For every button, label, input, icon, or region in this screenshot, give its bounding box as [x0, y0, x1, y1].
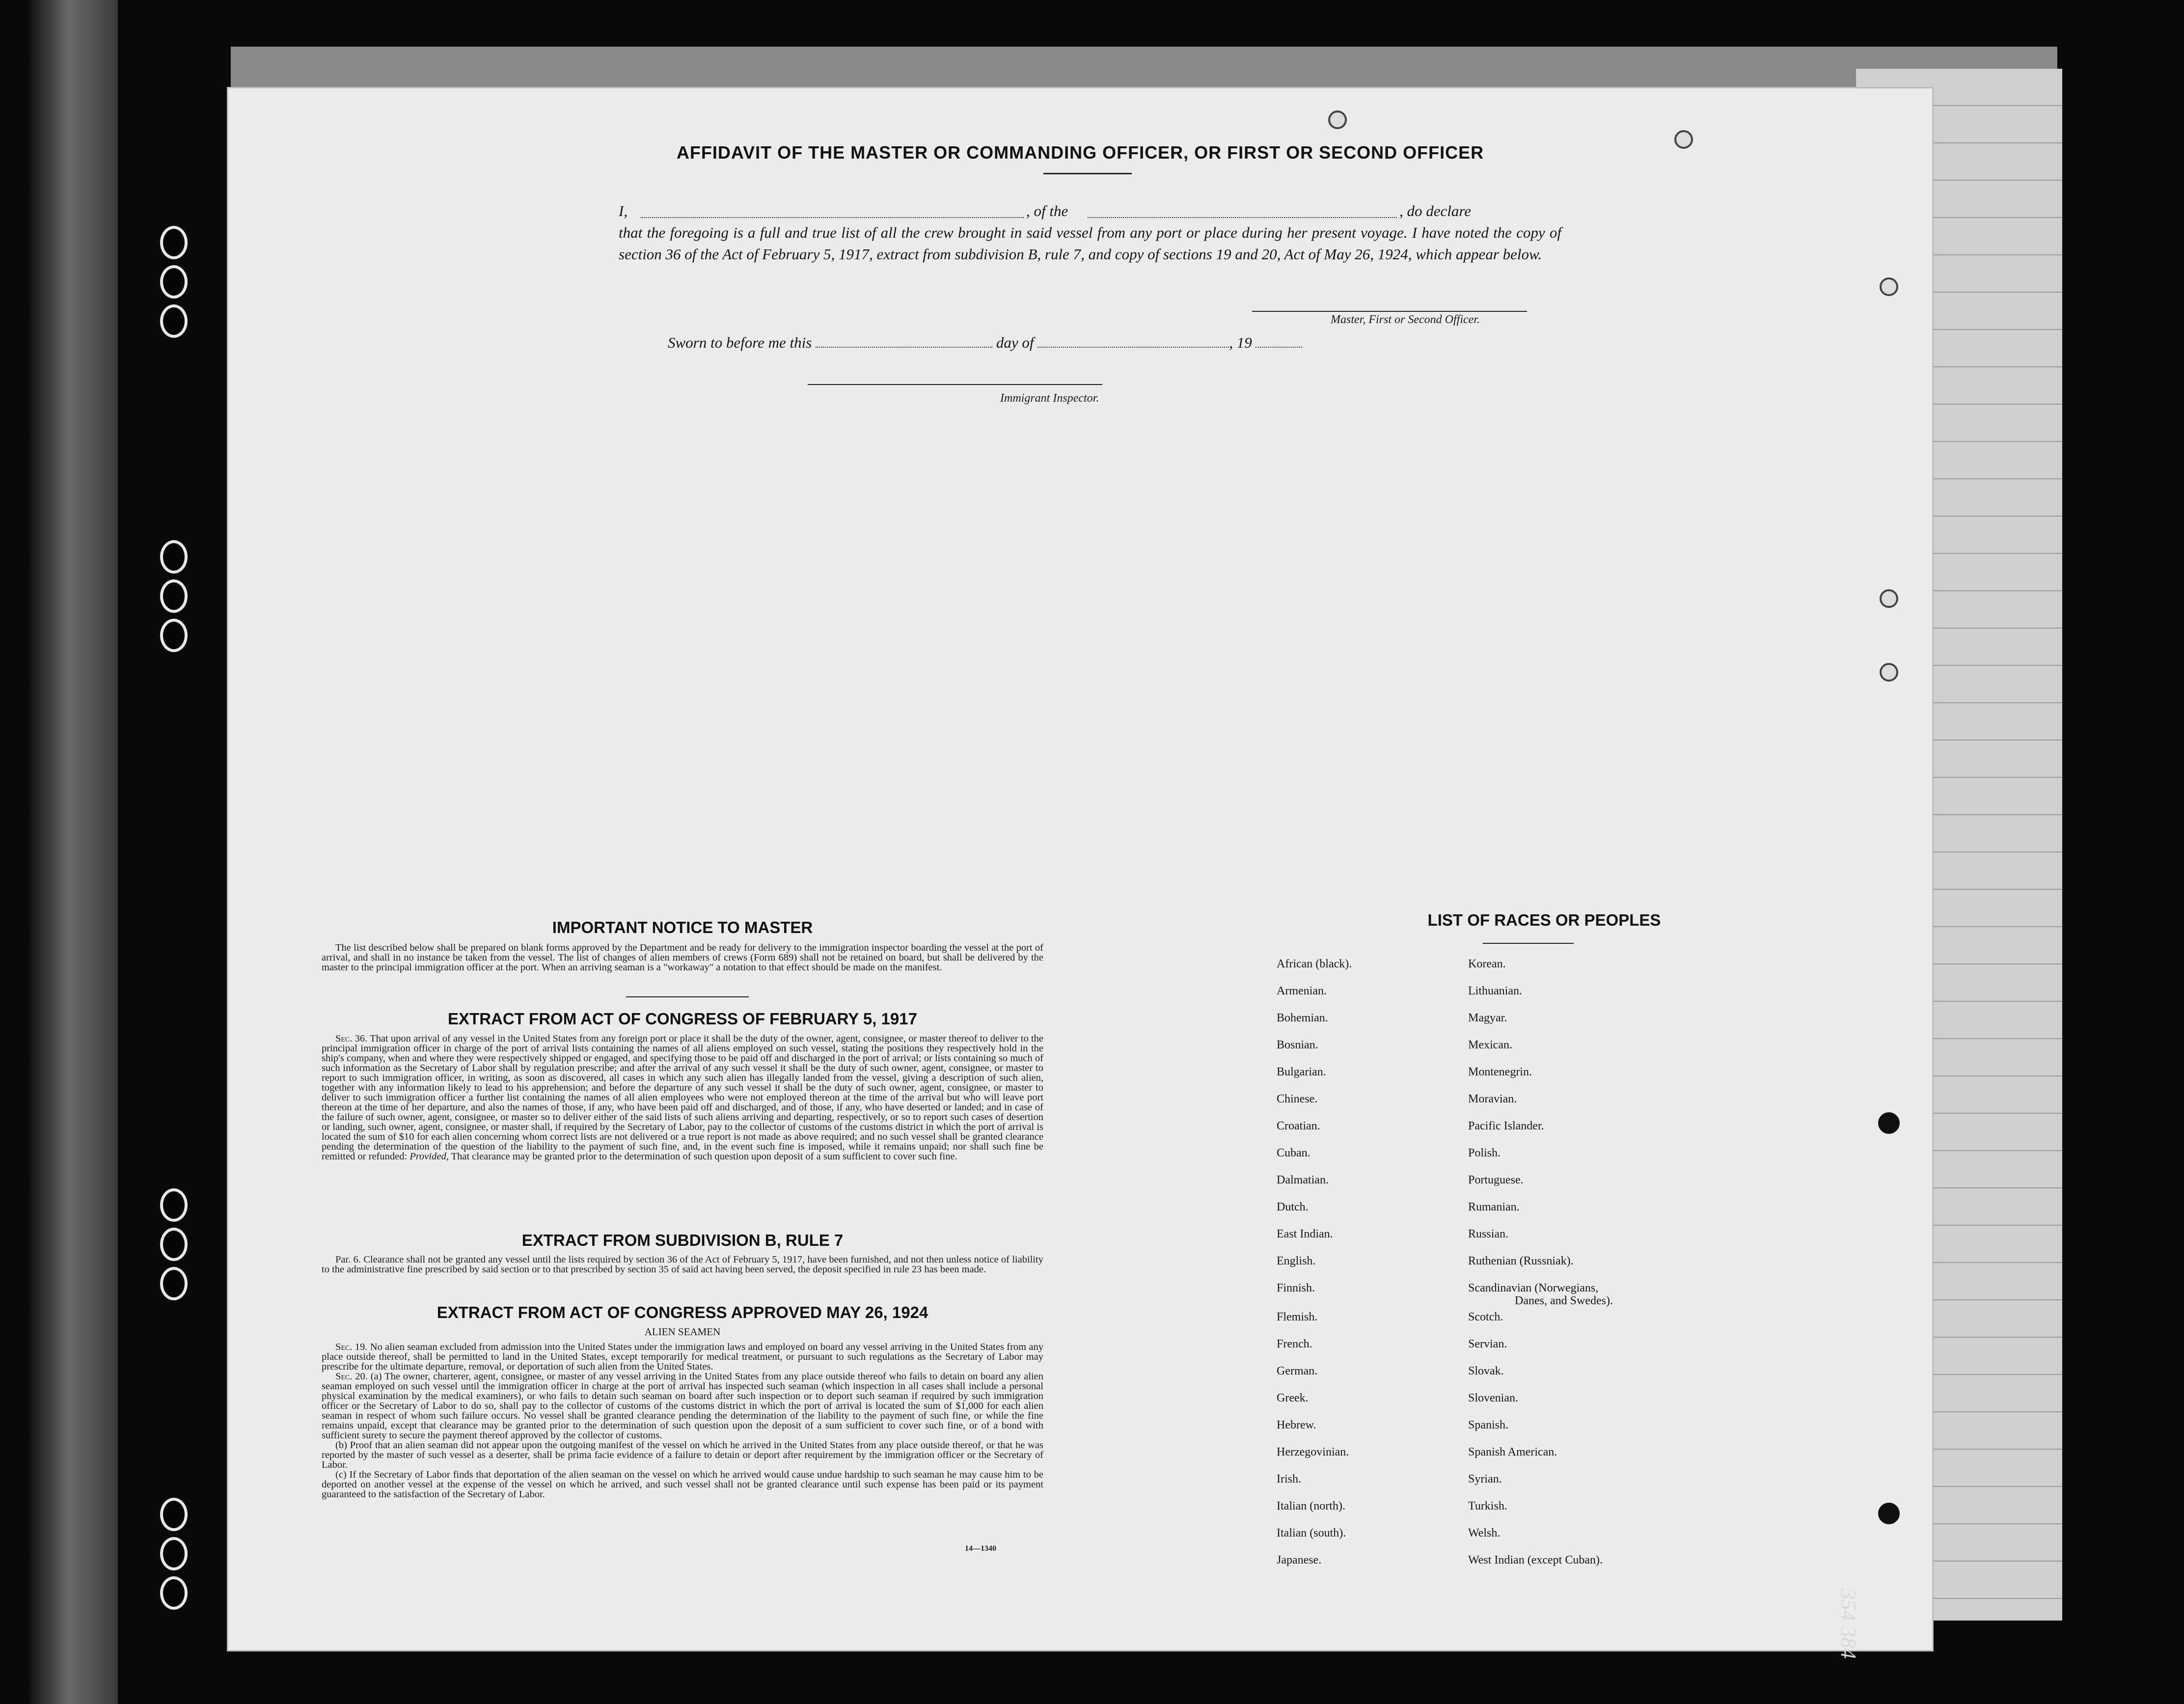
sec-20a-text: (a) The owner, charterer, agent, consignee, or master of any vessel arriving in the United States from any place outside thereof who fails to detain on board any alien seaman employed on such vessel until the immigration officer in charge at the port of arrival has inspected such seaman (which inspection in all cases shall include a personal physical examination by the medical examiners), or who fails to detain such seaman on board after such inspection or to deport such seaman if required by such immigration officer or the Secretary of Labor to do so, shall pay to the collector of customs of the customs district in which the port of arrival is located the sum of $1,000 for each alien seaman in respect of whom such failure occurs. No vessel shall be granted clearance pending the determination of the liability to the payment of such fine, or while the fine remains unpaid, except that clearance may be granted prior to the determination of such question upon the deposit of a sum sufficient to cover such fine, or of a bond with sufficient surety to secure the payment thereof approved by the collector of customs.	[322, 1371, 1044, 1441]
rule-7-text	[322, 1255, 1043, 1274]
race-item: Lithuanian.	[1468, 985, 1522, 997]
declaration-i: I,	[619, 202, 628, 220]
binder-hole	[160, 1576, 188, 1610]
binder-hole	[160, 1267, 188, 1300]
race-item: Servian.	[1468, 1338, 1507, 1350]
inspector-label: Immigrant Inspector.	[1000, 392, 1099, 405]
punch-hole	[1878, 1112, 1900, 1134]
race-item: Montenegrin.	[1468, 1066, 1532, 1078]
notice-title: IMPORTANT NOTICE TO MASTER	[552, 918, 813, 936]
signature-line	[1252, 311, 1527, 312]
race-item: Bohemian.	[1277, 1012, 1328, 1024]
binder-hole	[160, 1228, 188, 1261]
name-blank	[641, 217, 1024, 218]
binder-hole	[160, 619, 188, 652]
race-item: Slovenian.	[1468, 1392, 1518, 1404]
day-blank	[816, 347, 992, 348]
race-item: Italian (north).	[1277, 1500, 1345, 1512]
divider	[1043, 173, 1132, 174]
race-item: Pacific Islander.	[1468, 1120, 1544, 1132]
race-item: Italian (south).	[1277, 1527, 1346, 1539]
race-item: Spanish American.	[1468, 1446, 1557, 1458]
race-item: West Indian (except Cuban).	[1468, 1554, 1603, 1567]
sec-20-label: Sec. 20.	[335, 1371, 368, 1382]
extract-1917-title: EXTRACT FROM ACT OF CONGRESS OF FEBRUARY 5, 1917	[448, 1010, 917, 1028]
sec-36-label: Sec. 36.	[335, 1033, 368, 1044]
sworn-year: , 19	[1229, 334, 1252, 351]
binder-hole	[160, 579, 188, 613]
notice-text	[322, 943, 1043, 972]
rule-7-title: EXTRACT FROM SUBDIVISION B, RULE 7	[521, 1231, 844, 1249]
race-item: Russian.	[1468, 1228, 1509, 1240]
race-item: Croatian.	[1277, 1120, 1320, 1132]
sec-19-text: No alien seaman excluded from admission into the United States under the immigration laws and employed on board any vessel arriving in the United States from any place outside thereof, shall be permitted to land in the United States, except temporarily for medical treatment, or pursuant to such regulations as the Secretary of Labor may prescribe for the ultimate departure, removal, or deportation of such alien from the United States.	[322, 1342, 1044, 1372]
race-item: Slovak.	[1468, 1365, 1504, 1377]
race-item: Polish.	[1468, 1147, 1501, 1159]
binder-hole	[160, 1498, 188, 1531]
race-item-continuation: Danes, and Swedes).	[1515, 1294, 1613, 1307]
extract-1924-text	[322, 1342, 1043, 1499]
declaration-of-the: , of the	[1026, 202, 1068, 220]
race-item: Irish.	[1277, 1473, 1301, 1485]
punch-hole	[1880, 589, 1898, 608]
race-item: Mexican.	[1468, 1039, 1512, 1051]
race-item: Armenian.	[1277, 985, 1327, 997]
sec-19-label: Sec. 19.	[335, 1342, 368, 1352]
race-item: Ruthenian (Russniak).	[1468, 1255, 1574, 1267]
punch-hole	[1880, 277, 1898, 296]
binder-hole	[160, 265, 188, 299]
year-blank	[1256, 347, 1302, 348]
race-item: Korean.	[1468, 958, 1506, 970]
binder-hole	[160, 226, 188, 259]
binder-hole	[160, 1188, 188, 1222]
race-item: Flemish.	[1277, 1311, 1318, 1323]
race-item: Bosnian.	[1277, 1039, 1318, 1051]
races-column-2	[1468, 958, 1743, 1665]
vessel-blank	[1088, 217, 1397, 218]
race-item: Dalmatian.	[1277, 1174, 1329, 1186]
race-item: Chinese.	[1277, 1093, 1318, 1105]
sworn-prefix: Sworn to before me this	[668, 334, 812, 351]
sec-20b-text: (b) Proof that an alien seaman did not appear upon the outgoing manifest of the vessel on which he arrived in the United States from any place outside thereof, or that he was reported by the master of such vessel as a deserter, shall be prima facie evidence of a failure to detain or deport after requirement by the immigration officer or the Secretary of Labor.	[322, 1440, 1043, 1470]
sec-36-text: That upon arrival of any vessel in the United States from any foreign port or place it shall be the duty of the owner, agent, consignee, or master thereof to deliver to the principal immigration officer in charge of the port of arrival lists containing the names of all aliens employed on such vessel, stating the positions they respectively hold in the ship's company, when and where they were respectively shipped or engaged, and specifying those to be paid off and discharged in the port of arrival; or lists containing so much of such information as the Secretary of Labor shall by regulation prescribe; and after the arrival of any such vessel it shall be the duty of such owner, agent, consignee, or master to report to such immigration officer, in writing, as soon as discovered, all cases in which any such alien has illegally landed from the vessel, giving a description of such alien, together with any information likely to lead to his apprehension; and before the departure of any such vessel it shall be the duty of such owner, agent, consignee, or master to deliver to such immigration officer a further list containing the names of all alien employees who were not employed thereon at the time of the arrival but who will leave port thereon at the time of her departure, and also the names of those, if any, who have been paid off and discharged, and of those, if any, who have deserted or landed; and in case of the failure of such owner, agent, consignee, or master so to deliver either of the said lists of such aliens arriving and departing, respectively, or so to report such cases of desertion or landing, such owner, agent, consignee, or master shall, if required by the Secretary of Labor, pay to the collector of customs of the customs district in which the port of arrival is located the sum of $10 for each alien concerning whom correct lists are not delivered or a true report is not made as above required; and no such vessel shall be granted clearance pending the determination of the question of the liability to the payment of such fine, and, in the event such fine is imposed, while it remains unpaid; nor shall such fine be remitted or refunded:	[322, 1033, 1043, 1162]
divider	[1483, 943, 1574, 944]
race-item: Greek.	[1277, 1392, 1309, 1404]
rule-7-paragraph: Par. 6. Clearance shall not be granted any vessel until the lists required by section 36 of the Act of February 5, 1917, have been furnished, and not then unless notice of liability to the administrative fine prescribed by said section or to that prescribed by section 35 of said act having been served, the deposit specified in rule 23 has been made.	[322, 1254, 1043, 1275]
affidavit-title: AFFIDAVIT OF THE MASTER OR COMMANDING OFFICER, OR FIRST OR SECOND OFFICER	[676, 142, 1484, 163]
race-item: English.	[1277, 1255, 1316, 1267]
divider	[626, 996, 749, 997]
sworn-line	[668, 334, 1302, 352]
inspector-line	[808, 384, 1102, 385]
race-item: Moravian.	[1468, 1093, 1517, 1105]
binder-hole	[160, 540, 188, 574]
race-item: Welsh.	[1468, 1527, 1501, 1539]
race-item: Hebrew.	[1277, 1419, 1316, 1431]
alien-seamen-subtitle: ALIEN SEAMEN	[644, 1326, 721, 1338]
signature-label: Master, First or Second Officer.	[1331, 313, 1480, 326]
declaration-text: that the foregoing is a full and true list of all the crew brought in said vessel from any port or place during her present voyage. I have noted the copy of section 36 of the Act of February 5, 1917, extract from subdivision B, rule 7, and copy of sections 19 and 20, Act of May 26, 1924, which appear below.	[619, 224, 1561, 263]
race-item: French.	[1277, 1338, 1312, 1350]
affidavit-page	[228, 88, 1932, 1650]
punch-hole	[1328, 110, 1347, 129]
race-item: Turkish.	[1468, 1500, 1507, 1512]
affidavit-declaration	[619, 200, 1561, 265]
race-item: German.	[1277, 1365, 1318, 1377]
binder-hole	[160, 1537, 188, 1570]
declaration-end: , do declare	[1399, 202, 1472, 220]
extract-1924-title: EXTRACT FROM ACT OF CONGRESS APPROVED MAY 26, 1924	[437, 1303, 928, 1321]
race-item: Scotch.	[1468, 1311, 1503, 1323]
handwritten-page-number: 354 384	[1836, 1589, 1860, 1659]
notice-paragraph: The list described below shall be prepared on blank forms approved by the Department and be ready for delivery to the immigration inspector boarding the vessel at the port of arrival, and shall in no instance be taken from the vessel. The list of changes of alien members of crews (Form 689) shall not be retained on board, but shall be delivered by the master to the principal immigration officer at the port. When an arriving seaman is a "workaway" a notation to that effect should be made on the manifest.	[322, 942, 1043, 973]
race-item: Magyar.	[1468, 1012, 1507, 1024]
month-blank	[1037, 347, 1229, 348]
race-item: Syrian.	[1468, 1473, 1502, 1485]
extract-1917-text	[322, 1034, 1043, 1161]
race-item: Herzegovinian.	[1277, 1446, 1349, 1458]
race-item: East Indian.	[1277, 1228, 1333, 1240]
race-item: Japanese.	[1277, 1554, 1322, 1567]
race-item: Bulgarian.	[1277, 1066, 1326, 1078]
race-item: Cuban.	[1277, 1147, 1310, 1159]
race-item: Finnish.	[1277, 1282, 1315, 1294]
punch-hole	[1880, 663, 1898, 682]
scan-edge	[29, 0, 118, 1704]
binder-hole	[160, 304, 188, 338]
proviso-word: Provided,	[410, 1151, 449, 1162]
race-item: Scandinavian (Norwegians,	[1468, 1282, 1599, 1294]
races-title: LIST OF RACES OR PEOPLES	[1427, 911, 1661, 929]
sworn-day-of: day of	[996, 334, 1034, 351]
race-item: African (black).	[1277, 958, 1352, 970]
race-item: Rumanian.	[1468, 1201, 1520, 1213]
race-item: Dutch.	[1277, 1201, 1309, 1213]
race-item: Spanish.	[1468, 1419, 1509, 1431]
proviso-text: That clearance may be granted prior to the determination of such question upon deposit of a sum sufficient to cover such fine.	[451, 1151, 957, 1162]
sec-20c-text: (c) If the Secretary of Labor finds that deportation of the alien seaman on the vessel on which he arrived would cause undue hardship to such seaman he may cause him to be deported on another vessel at the expense of the vessel on which he arrived, and such vessel shall not be granted clearance until such expense has been paid or its payment guaranteed to the satisfaction of the Secretary of Labor.	[322, 1469, 1043, 1500]
race-item: Portuguese.	[1468, 1174, 1524, 1186]
form-number: 14—1340	[965, 1544, 996, 1553]
punch-hole	[1878, 1503, 1900, 1524]
